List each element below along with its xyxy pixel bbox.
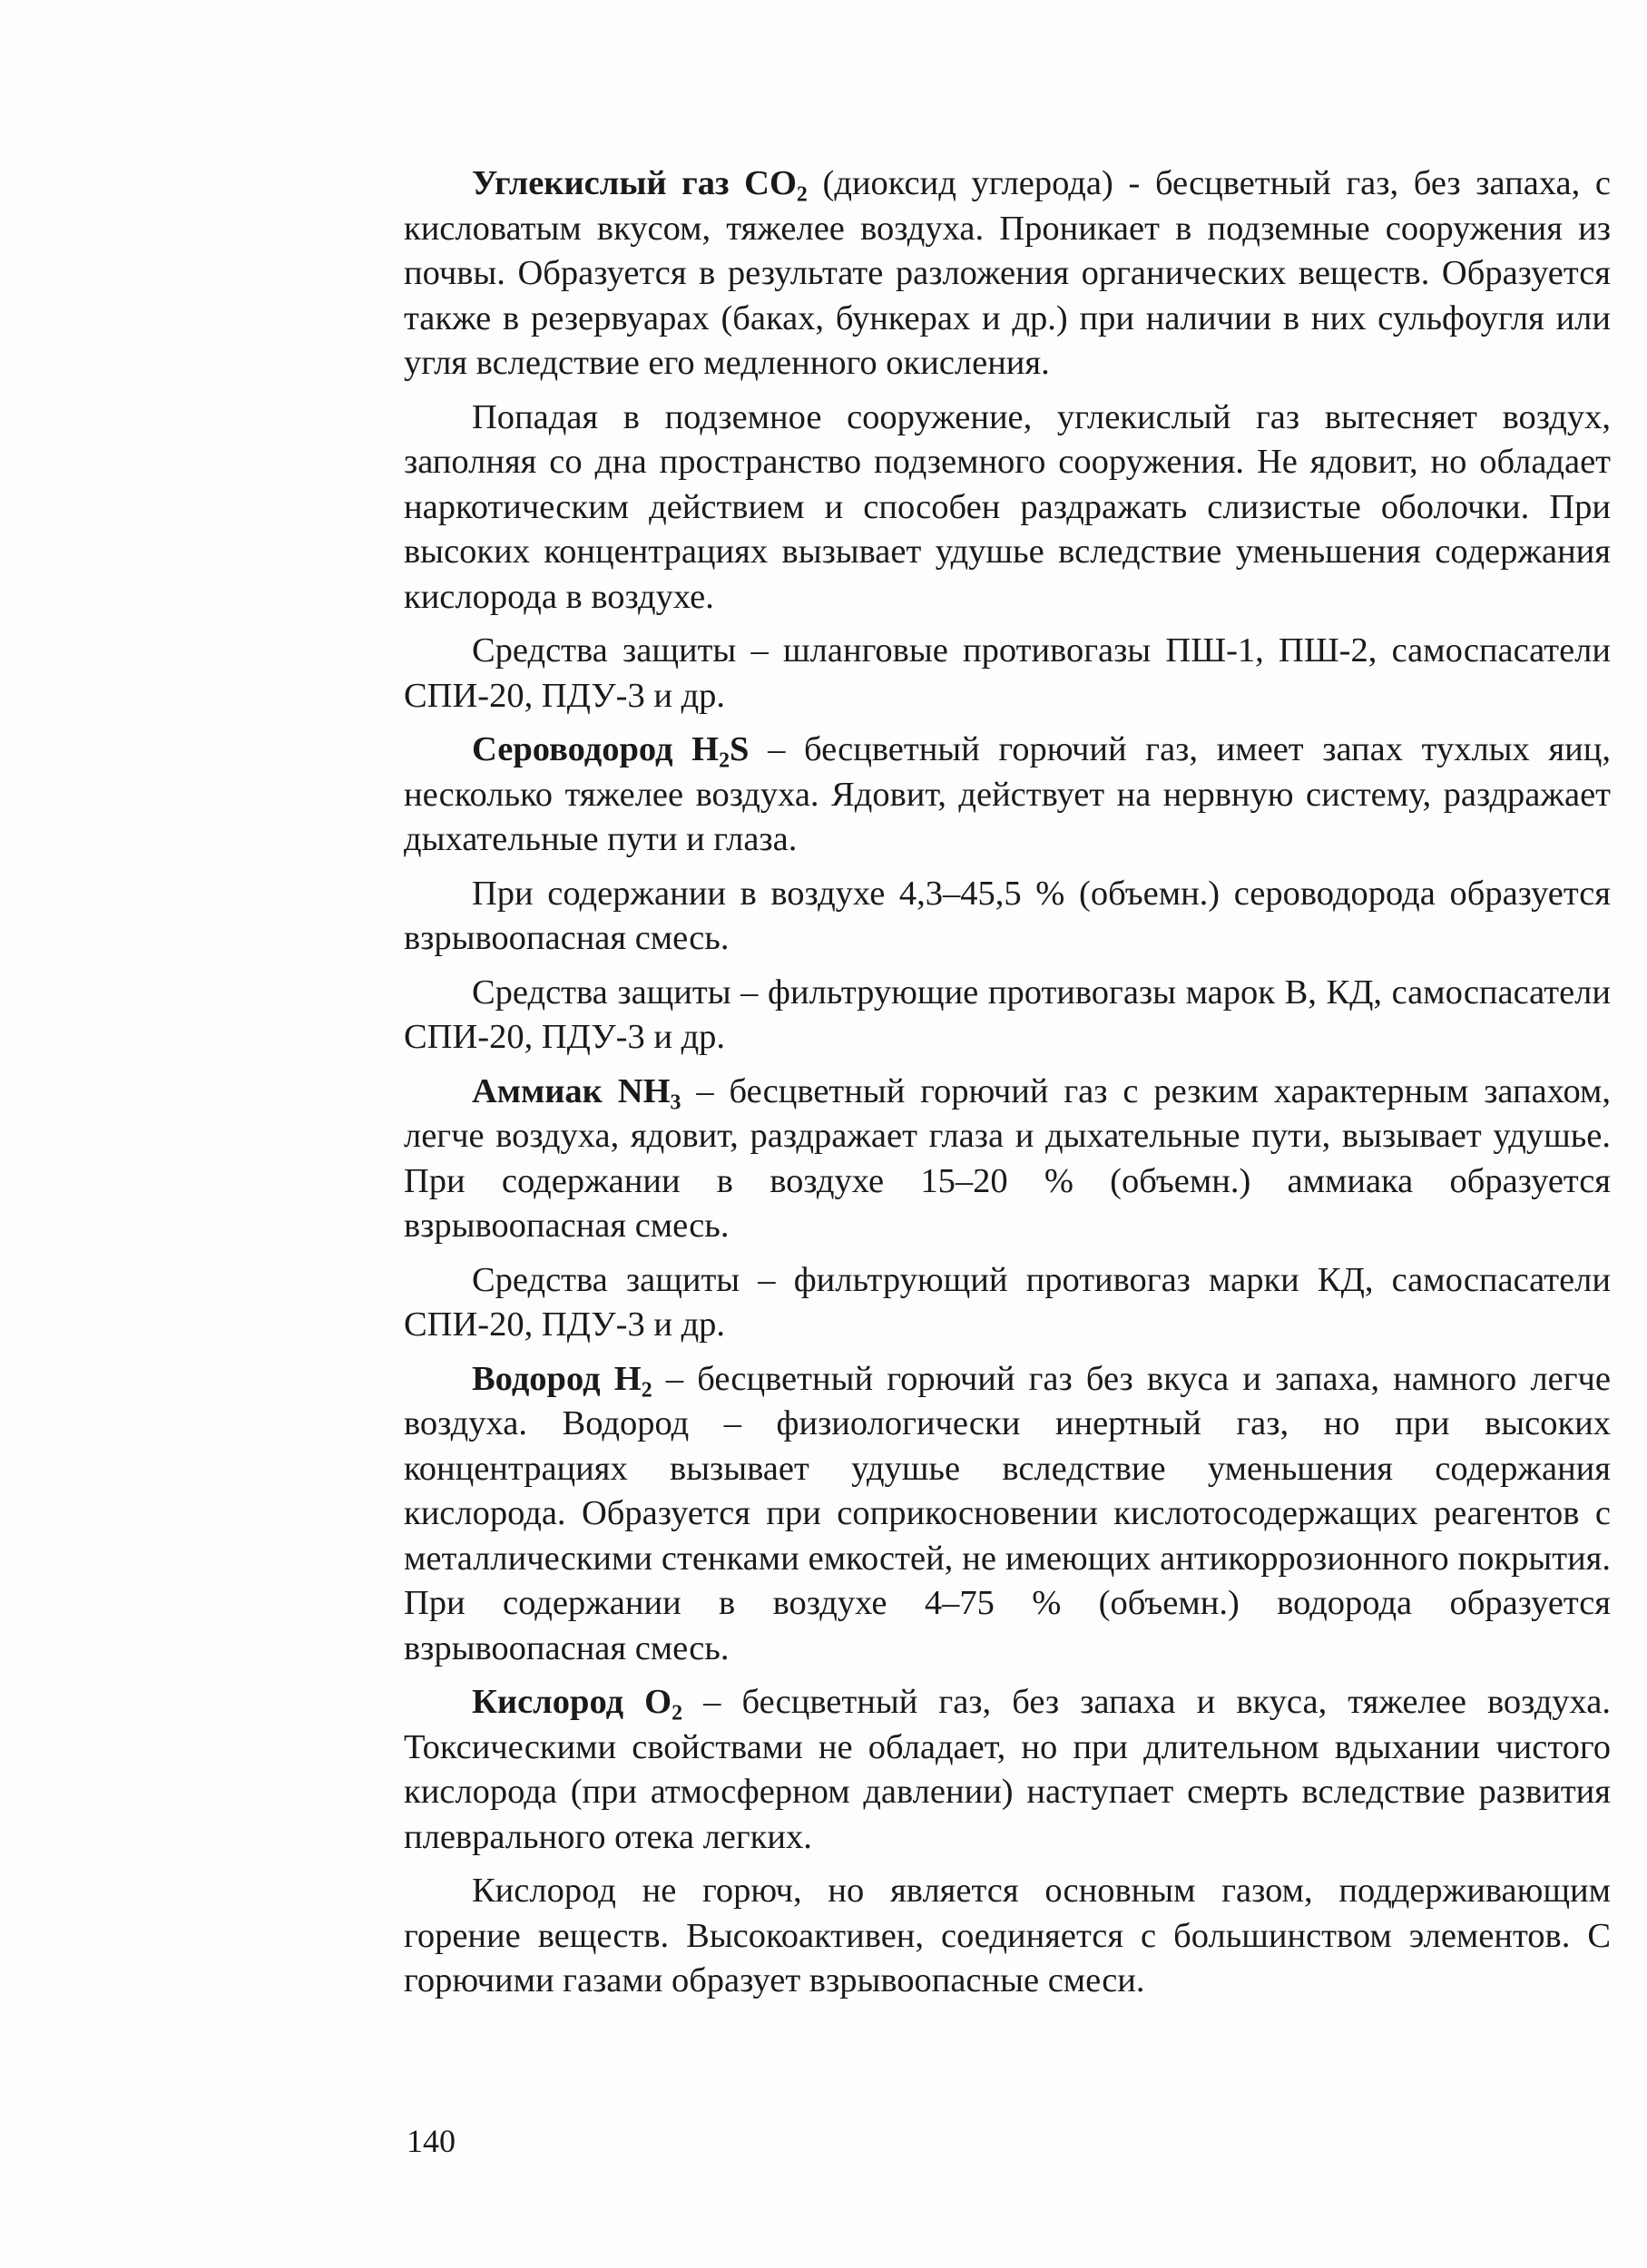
paragraph-text: Средства защиты – фильтрующий противогаз марки КД, самоспасатели СПИ-20, ПДУ-3 и др. — [404, 1260, 1611, 1344]
paragraph-text: (диоксид углерода) - бесцветный газ, без запаха, с кисловатым вкусом, тяжелее воздуха. Проникает в подземные сооружения из почвы. Образуется в результате разложения органических веществ. Образуется также в резервуарах (баках, бункерах и др.) при наличии в них сульфоугля или угля вследствие его медленного окисления. — [404, 164, 1611, 382]
paragraph-carbon-dioxide-effects — [404, 396, 1611, 621]
paragraph-text: – бесцветный горючий газ с резким характерным запахом, легче воздуха, ядовит, раздражает глаза и дыхательные пути, вызывает удушье. При содержании в воздухе 15–20 % (объемн.) аммиака образуется взрывоопасная смесь. — [404, 1071, 1611, 1245]
paragraph-hydrogen-sulfide-explosive — [404, 872, 1611, 962]
formula-subscript: 2 — [641, 1378, 652, 1403]
term-label-suffix: S — [730, 730, 750, 768]
paragraph-ammonia-protection — [404, 1258, 1611, 1348]
term-label: Аммиак NH — [472, 1071, 671, 1110]
formula-subscript: 2 — [719, 748, 730, 773]
term-label: Водород H — [472, 1359, 642, 1398]
paragraph-hydrogen-sulfide — [404, 728, 1611, 863]
term-hydrogen-sulfide — [472, 730, 750, 773]
formula-subscript: 3 — [670, 1090, 681, 1115]
paragraph-text: Средства защиты – фильтрующие противогазы марок В, КД, самоспасатели СПИ-20, ПДУ-3 и др. — [404, 973, 1611, 1056]
term-label: Кислород O — [472, 1683, 672, 1721]
term-carbon-dioxide — [472, 164, 808, 207]
page-number: 140 — [407, 2123, 456, 2159]
paragraph-hydrogen — [404, 1357, 1611, 1672]
paragraph-carbon-dioxide — [404, 161, 1611, 386]
paragraph-text: – бесцветный газ, без запаха и вкуса, тяжелее воздуха. Токсическими свойствами не обладает, но при длительном вдыхании чистого кислорода (при атмосферном давлении) наступает смерть вследствие развития плеврального отека легких. — [404, 1683, 1611, 1856]
term-hydrogen — [472, 1359, 652, 1403]
formula-subscript: 2 — [796, 182, 808, 207]
paragraph-text: Кислород не горюч, но является основным газом, поддерживающим горение веществ. Высокоактивен, соединяется с большинством элементов. С горючими газами образует взрывоопасные смеси. — [404, 1872, 1611, 1999]
formula-subscript: 2 — [672, 1701, 683, 1725]
paragraph-ammonia — [404, 1070, 1611, 1249]
paragraph-text: – бесцветный горючий газ, имеет запах тухлых яиц, несколько тяжелее воздуха. Ядовит, действует на нервную систему, раздражает дыхательные пути и глаза. — [404, 730, 1611, 858]
paragraph-text: При содержании в воздухе 4,3–45,5 % (объемн.) сероводорода образуется взрывоопасная смесь. — [404, 874, 1611, 957]
term-label: Углекислый газ CO — [472, 164, 797, 202]
paragraph-oxygen-combustion — [404, 1869, 1611, 2004]
paragraph-carbon-dioxide-protection — [404, 629, 1611, 719]
term-ammonia — [472, 1071, 681, 1115]
paragraph-text: Средства защиты – шланговые противогазы ПШ-1, ПШ-2, самоспасатели СПИ-20, ПДУ-3 и др. — [404, 631, 1611, 715]
paragraph-text: – бесцветный горючий газ без вкуса и запаха, намного легче воздуха. Водород – физиологически инертный газ, но при высоких концентрациях вызывает удушье вследствие уменьшения содержания кислорода. Образуется при соприкосновении кислотосодержащих реагентов с металлическими стенками емкостей, не имеющих антикоррозионного покрытия. При содержании в воздухе 4–75 % (объемн.) водорода образуется взрывоопасная смесь. — [404, 1359, 1611, 1667]
paragraph-text: Попадая в подземное сооружение, углекислый газ вытесняет воздух, заполняя со дна пространство подземного сооружения. Не ядовит, но обладает наркотическим действием и способен раздражать слизистые оболочки. При высоких концентрациях вызывает удушье вследствие уменьшения содержания кислорода в воздухе. — [404, 397, 1611, 616]
term-oxygen — [472, 1683, 683, 1725]
body-text — [404, 161, 1611, 2013]
term-label: Сероводород H — [472, 730, 720, 768]
paragraph-hydrogen-sulfide-protection — [404, 971, 1611, 1061]
paragraph-oxygen — [404, 1680, 1611, 1860]
